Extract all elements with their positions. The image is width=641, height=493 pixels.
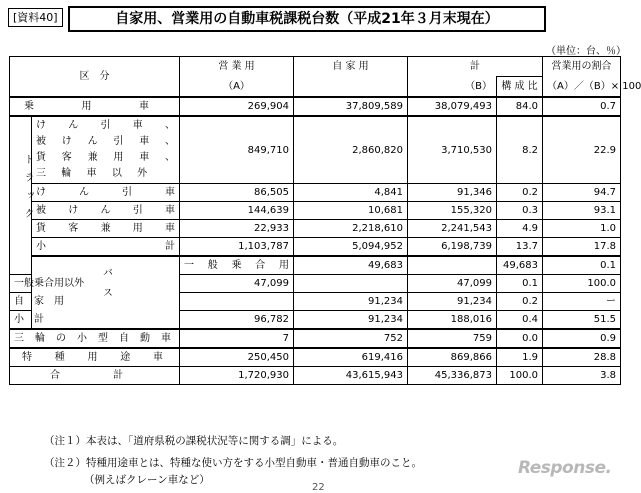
table-row	[10, 238, 621, 257]
cell-total: 155,320	[408, 202, 497, 220]
cell-commercial: 269,904	[180, 97, 294, 116]
row-label-total: 合 計	[10, 367, 180, 385]
cell-ratio: 17.8	[543, 238, 621, 257]
cell-total: 45,336,873	[408, 367, 497, 385]
cell-ratio: 93.1	[543, 202, 621, 220]
header-commercial: 営 業 用	[180, 57, 294, 77]
group-label-truck: トラック	[10, 116, 32, 275]
header-row	[10, 57, 621, 77]
cell-share: 4.9	[497, 220, 543, 238]
note-2: （注２）特種用途車とは、特種な使い方をする小型自動車・普通自動車のこと。	[44, 457, 422, 469]
row-label-subtotal: 小 計	[10, 311, 32, 330]
cell-private: 37,809,589	[294, 97, 408, 116]
cell-total: 49,683	[497, 256, 543, 275]
table-row	[10, 116, 621, 184]
table-row	[10, 348, 621, 367]
cell-ratio: 51.5	[543, 311, 621, 330]
row-label: 自 家 用	[10, 293, 32, 311]
header-private: 自 家 用	[294, 57, 408, 77]
cell-private: 752	[294, 329, 408, 348]
table-row	[10, 184, 621, 202]
page-title: 自家用、営業用の自動車税課税台数（平成21年３月末現在）	[68, 6, 546, 32]
cell-commercial: 96,782	[180, 311, 294, 330]
cell-private: 2,860,820	[294, 116, 408, 184]
cell-private: 91,234	[294, 311, 408, 330]
cell-ratio: ー	[543, 293, 621, 311]
row-label: 一般乗合用	[180, 256, 294, 275]
response-watermark-logo: Response.	[518, 458, 612, 478]
cell-ratio: 100.0	[543, 275, 621, 293]
cell-share: 100.0	[497, 367, 543, 385]
cell-commercial: 47,099	[180, 275, 294, 293]
cell-commercial: 49,683	[294, 256, 408, 275]
cell-total: 759	[408, 329, 497, 348]
cell-ratio: 22.9	[543, 116, 621, 184]
header-ratio: 営業用の割合	[543, 57, 621, 77]
table-row	[10, 256, 621, 275]
cell-total: 38,079,493	[408, 97, 497, 116]
cell-private: 43,615,943	[294, 367, 408, 385]
table-row	[10, 202, 621, 220]
cell-commercial: 22,933	[180, 220, 294, 238]
cell-private: 619,416	[294, 348, 408, 367]
row-label: 乗 用 車	[10, 97, 180, 116]
cell-share: 0.1	[497, 275, 543, 293]
cell-commercial: 7	[180, 329, 294, 348]
cell-share: 8.2	[497, 116, 543, 184]
cell-share: 13.7	[497, 238, 543, 257]
cell-total: 6,198,739	[408, 238, 497, 257]
row-label: 特種用途車	[10, 348, 180, 367]
row-label: 一般乗合用以外	[10, 275, 32, 293]
row-label: けん引車、 被けん引車、 貨客兼用車、 三輪車以外	[32, 116, 180, 184]
row-label-subtotal: 小 計	[32, 238, 180, 257]
header-commercial-sub: （A）	[180, 77, 294, 98]
unit-label: （単位：台、％）	[546, 46, 626, 57]
table-row-total	[10, 367, 621, 385]
cell-total: 91,346	[408, 184, 497, 202]
cell-private: 91,234	[294, 293, 408, 311]
cell-ratio: 1.0	[543, 220, 621, 238]
cell-share: 0.0	[497, 329, 543, 348]
cell-private	[294, 275, 408, 293]
header-total: 計	[408, 57, 543, 77]
cell-ratio: 0.7	[543, 97, 621, 116]
cell-commercial: 144,639	[180, 202, 294, 220]
cell-share: 0.1	[543, 256, 621, 275]
cell-total: 91,234	[408, 293, 497, 311]
cell-ratio: 94.7	[543, 184, 621, 202]
cell-total: 2,241,543	[408, 220, 497, 238]
cell-private	[408, 256, 497, 275]
cell-share: 1.9	[497, 348, 543, 367]
cell-share: 84.0	[497, 97, 543, 116]
row-label: 三輪の小型自動車	[10, 329, 180, 348]
cell-share: 0.2	[497, 184, 543, 202]
group-label-bus: バス	[32, 256, 180, 329]
row-label: 貨客兼用車	[32, 220, 180, 238]
cell-ratio: 0.9	[543, 329, 621, 348]
cell-commercial: 250,450	[180, 348, 294, 367]
cell-total: 869,866	[408, 348, 497, 367]
reference-label: [資料40]	[8, 8, 63, 27]
page-number: 22	[312, 482, 325, 493]
cell-commercial: 849,710	[180, 116, 294, 184]
cell-commercial: 1,720,930	[180, 367, 294, 385]
cell-total: 3,710,530	[408, 116, 497, 184]
cell-total: 47,099	[408, 275, 497, 293]
cell-share: 0.3	[497, 202, 543, 220]
header-share: 構 成 比	[497, 77, 543, 98]
cell-total: 188,016	[408, 311, 497, 330]
table-row	[10, 329, 621, 348]
header-ratio-sub: （A）／（B）× 100	[543, 77, 621, 98]
cell-commercial: 1,103,787	[180, 238, 294, 257]
cell-private: 4,841	[294, 184, 408, 202]
tax-count-table	[9, 56, 641, 385]
cell-private: 2,218,610	[294, 220, 408, 238]
cell-commercial: 86,505	[180, 184, 294, 202]
row-label: 被けん引車	[32, 202, 180, 220]
row-label: けん引車	[32, 184, 180, 202]
table-row	[10, 220, 621, 238]
note-1: （注１）本表は、「道府県税の課税状況等に関する調」による。	[44, 435, 344, 447]
cell-share: 0.4	[497, 311, 543, 330]
cell-ratio: 28.8	[543, 348, 621, 367]
cell-private: 5,094,952	[294, 238, 408, 257]
cell-share: 0.2	[497, 293, 543, 311]
header-category: 区 分	[10, 57, 180, 98]
header-total-sub: （B）	[408, 77, 497, 98]
cell-commercial	[180, 293, 294, 311]
note-3: （例えばクレーン車など）	[84, 474, 210, 486]
cell-ratio: 3.8	[543, 367, 621, 385]
cell-private: 10,681	[294, 202, 408, 220]
table-row	[10, 97, 621, 116]
